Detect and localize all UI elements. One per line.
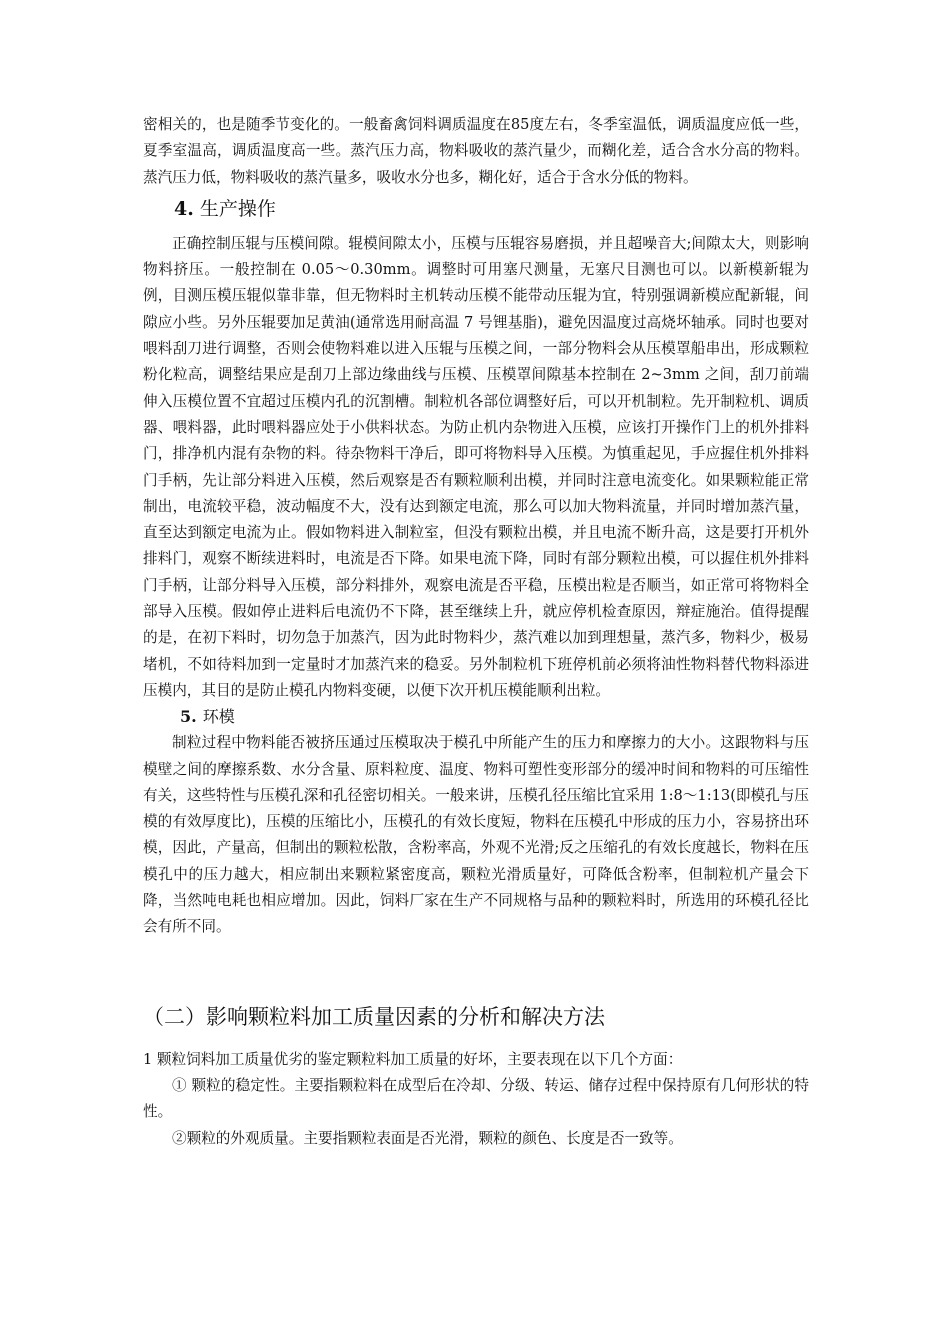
heading-ring-die — [180, 704, 809, 730]
paragraph-conditioning: 密相关的，也是随季节变化的。一般畜禽饲料调质温度在85度左右，冬季室温低，调质温度应低一些，夏季室温高，调质温度高一些。蒸汽压力高，物料吸收的蒸汽量少，而糊化差，适合含水分高的物料。蒸汽压力低，物料吸收的蒸汽量多，吸收水分也多，糊化好，适合于含水分低的物料。 — [143, 116, 809, 186]
paragraph-ring-die: 制粒过程中物料能否被挤压通过压模取决于模孔中所能产生的压力和摩擦力的大小。这跟物料与压模壁之间的摩擦系数、水分含量、原料粒度、温度、物料可塑性变形部分的缓冲时间和物料的可压缩性有关，这些特性与压模孔深和孔径密切相关。一般来讲，压模孔径压缩比宜采用 1:8～1:13(即模孔与压模的有效厚度比)，压模的压缩比小，压模孔的有效长度短，物料在压模孔中形成的压力小，容易挤出环模，因此，产量高，但制出的颗粒松散，含粉率高，外观不光滑;反之压缩孔的有效长度越长，物料在压模孔中的压力越大，相应制出来颗粒紧密度高，颗粒光滑质量好，可降低含粉率，但制粒机产量会下降，当然吨电耗也相应增加。因此，饲料厂家在生产不同规格与品种的颗粒料时，所选用的环模孔径比会有所不同。 — [143, 734, 809, 936]
list-item: ②颗粒的外观质量。主要指颗粒表面是否光滑，颗粒的颜色、长度是否一致等。 — [172, 1129, 683, 1147]
heading-text: 生产操作 — [199, 197, 276, 220]
paragraph-quality-lead: 1 颗粒饲料加工质量优劣的鉴定颗粒料加工质量的好坏，主要表现在以下几个方面： — [143, 1050, 683, 1068]
list-item: ① 颗粒的稳定性。主要指颗粒料在成型后在冷却、分级、转运、储存过程中保持原有几何形状的特性。 — [143, 1076, 809, 1121]
paragraph-production-operation: 正确控制压辊与压模间隙。辊模间隙太小，压模与压辊容易磨损，并且超噪音大;间隙太大，则影响物料挤压。一般控制在 0.05～0.30mm。调整时可用塞尺测量，无塞尺目测也可以。以新模新辊为例，目测压模压辊似靠非靠，但无物料时主机转动压模不能带动压辊为宜，特别强调新模应配新辊，间隙应小些。另外压辊要加足黄油(通常选用耐高温 7 号锂基脂)，避免因温度过高烧坏轴承。同时也要对喂料刮刀进行调整，否则会使物料难以进入压辊与压模之间，一部分物料会从压模罩船串出，形成颗粒粉化粒高，调整结果应是刮刀上部边缘曲线与压模、压模罩间隙基本控制在 2~3mm 之间，刮刀前端伸入压模位置不宜超过压模内孔的沉割槽。制粒机各部位调整好后，可以开机制粒。先开制粒机、调质器、喂料器，此时喂料器应处于小供料状态。为防止机内杂物进入压模，应该打开操作门上的机外排料门，排净机内混有杂物的料。待杂物料干净后，即可将物料导入压模。为慎重起见，手应握住机外排料门手柄，先让部分料进入压模，然后观察是否有颗粒顺利出模，并同时注意电流变化。如果颗粒能正常制出，电流较平稳，波动幅度不大，没有达到额定电流，那么可以加大物料流量，并同时增加蒸汽量，直至达到额定电流为止。假如物料进入制粒室，但没有颗粒出模，并且电流不断升高，这是要打开机外排料门，观察不断续进料时，电流是否下降。如果电流下降，同时有部分颗粒出模，可以握住机外排料门手柄，让部分料导入压模，部分料排外，观察电流是否平稳，压模出粒是否顺当，如正常可将物料全部导入压模。假如停止进料后电流仍不下降，甚至继续上升，就应停机检查原因，辩症施治。值得提醒的是，在初下料时，切勿急于加蒸汽，因为此时物料少，蒸汽难以加到理想量，蒸汽多，物料少，极易堵机，不如待料加到一定量时才加蒸汽来的稳妥。另外制粒机下班停机前必须将油性物料替代物料添进压模内，其目的是防止模孔内物料变硬，以便下次开机压模能顺利出粒。 — [143, 234, 809, 699]
section-title: （二）影响颗粒料加工质量因素的分析和解决方法 — [143, 1004, 605, 1029]
heading-text: 环模 — [202, 707, 235, 727]
heading-number: 5. — [180, 707, 197, 727]
document-page — [143, 112, 809, 1152]
heading-number: 4. — [174, 197, 194, 220]
heading-production-operation — [174, 195, 809, 223]
